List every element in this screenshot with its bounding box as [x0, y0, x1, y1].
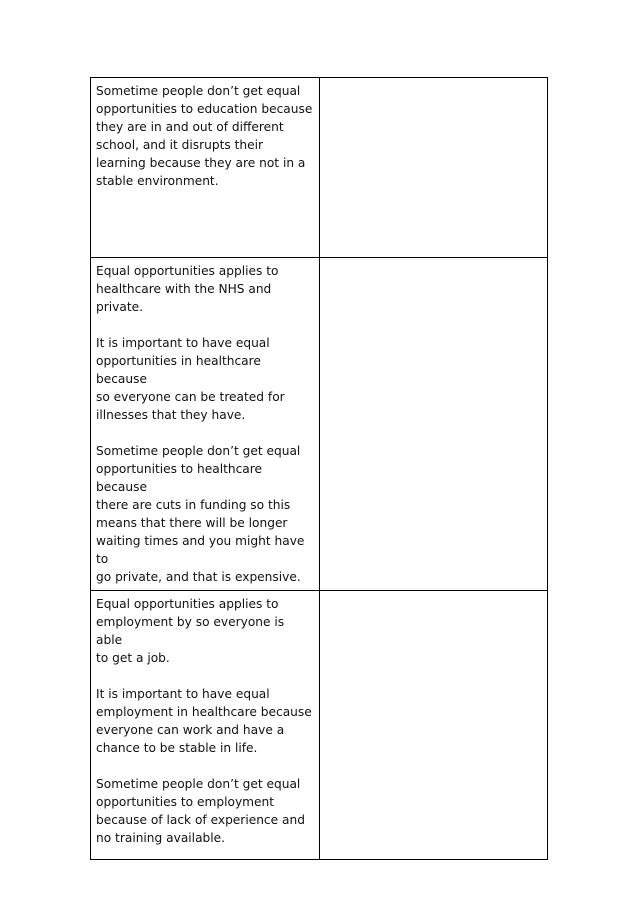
empty-notes-cell [320, 591, 548, 860]
table-row [91, 591, 548, 860]
healthcare-paragraph-1: Equal opportunities applies to healthcare with the NHS and private. [96, 264, 279, 314]
healthcare-cell [91, 258, 320, 591]
employment-paragraph-1: Equal opportunities applies to employment by so everyone is able to get a job. [96, 597, 285, 665]
empty-notes-cell [320, 78, 548, 258]
notes-table [90, 77, 548, 860]
employment-paragraph-3: Sometime people don’t get equal opportunities to employment because of lack of experience and no training available. [96, 777, 305, 845]
education-paragraph: Sometime people don’t get equal opportunities to education because they are in and out of different school, and it disrupts their learning because they are not in a stable environment. [96, 84, 313, 188]
employment-cell [91, 591, 320, 860]
table-row [91, 78, 548, 258]
table-row [91, 258, 548, 591]
education-cell [91, 78, 320, 258]
healthcare-paragraph-2: It is important to have equal opportunities in healthcare because so everyone can be treated for illnesses that they have. [96, 336, 285, 422]
empty-notes-cell [320, 258, 548, 591]
healthcare-paragraph-3: Sometime people don’t get equal opportunities to healthcare because there are cuts in funding so this means that there will be longer waiting times and you might have to go private, and that is expensive. [96, 444, 305, 584]
employment-paragraph-2: It is important to have equal employment in healthcare because everyone can work and have a chance to be stable in life. [96, 687, 312, 755]
